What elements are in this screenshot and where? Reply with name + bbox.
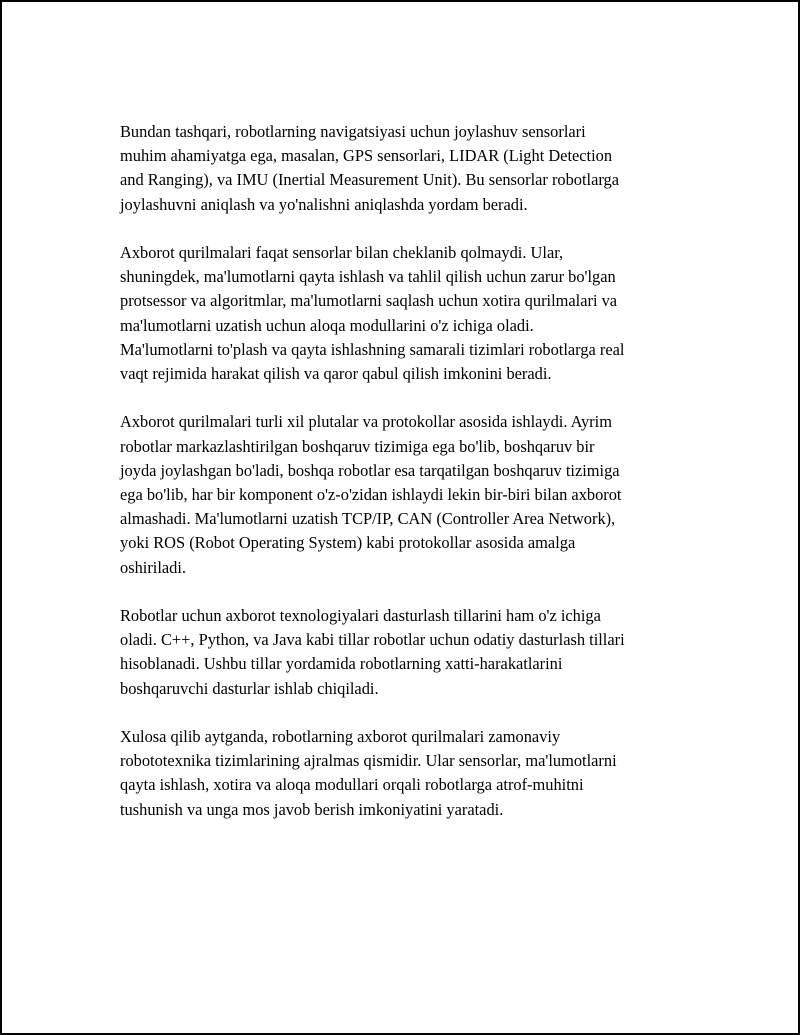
- text-line: qayta ishlash, xotira va aloqa modullari orqali robotlarga atrof-muhitni: [120, 775, 584, 795]
- text-line: hisoblanadi. Ushbu tillar yordamida robotlarning xatti-harakatlarini: [120, 654, 563, 674]
- paragraph-4: [120, 604, 695, 701]
- text-line: muhim ahamiyatga ega, masalan, GPS sensorlari, LIDAR (Light Detection: [120, 146, 613, 166]
- paragraph-5: [120, 725, 695, 822]
- text-line: joyda joylashgan bo'ladi, boshqa robotlar esa tarqatilgan boshqaruv tizimiga: [120, 460, 620, 480]
- text-line: Axborot qurilmalari faqat sensorlar bilan cheklanib qolmaydi. Ular,: [120, 243, 564, 262]
- text-line: robotlar markazlashtirilgan boshqaruv tizimiga ega bo'lib, boshqaruv bir: [120, 436, 595, 456]
- text-line: oladi. C++, Python, va Java kabi tillar robotlar uchun odatiy dasturlash tillari: [120, 630, 625, 650]
- text-line: Axborot qurilmalari turli xil plutalar va protokollar asosida ishlaydi. Ayrim: [120, 412, 612, 432]
- text-line: protsessor va algoritmlar, ma'lumotlarni saqlash uchun xotira qurilmalari va: [120, 291, 618, 311]
- text-line: Bundan tashqari, robotlarning navigatsiyasi uchun joylashuv sensorlari: [120, 122, 586, 141]
- text-line: vaqt rejimida harakat qilish va qaror qabul qilish imkonini beradi.: [120, 364, 552, 384]
- text-line: almashadi. Ma'lumotlarni uzatish TCP/IP, CAN (Controller Area Network),: [120, 509, 616, 529]
- text-line: Robotlar uchun axborot texnologiyalari dasturlash tillarini ham o'z ichiga: [120, 606, 601, 626]
- text-line: shuningdek, ma'lumotlarni qayta ishlash va tahlil qilish uchun zarur bo'lgan: [120, 267, 616, 287]
- text-line: oshiriladi.: [120, 557, 187, 577]
- text-line: robototexnika tizimlarining ajralmas qismidir. Ular sensorlar, ma'lumotlarni: [120, 751, 617, 771]
- paragraph-2: [120, 241, 695, 386]
- text-line: ma'lumotlarni uzatish uchun aloqa modullarini o'z ichiga oladi.: [120, 315, 534, 335]
- text-line: Ma'lumotlarni to'plash va qayta ishlashning samarali tizimlari robotlarga real: [120, 339, 625, 359]
- text-line: yoki ROS (Robot Operating System) kabi protokollar asosida amalga: [120, 533, 576, 553]
- document-body: [120, 120, 695, 846]
- paragraph-1: [120, 120, 695, 217]
- text-line: and Ranging), va IMU (Inertial Measurement Unit). Bu sensorlar robotlarga: [120, 170, 620, 190]
- text-line: Xulosa qilib aytganda, robotlarning axborot qurilmalari zamonaviy: [120, 727, 561, 747]
- text-line: boshqaruvchi dasturlar ishlab chiqiladi.: [120, 678, 379, 698]
- text-line: ega bo'lib, har bir komponent o'z-o'zidan ishlaydi lekin bir-biri bilan axborot: [120, 485, 622, 505]
- paragraph-3: [120, 410, 695, 579]
- text-line: joylashuvni aniqlash va yo'nalishni aniqlashda yordam beradi.: [120, 194, 528, 214]
- text-line: tushunish va unga mos javob berish imkoniyatini yaratadi.: [120, 799, 504, 819]
